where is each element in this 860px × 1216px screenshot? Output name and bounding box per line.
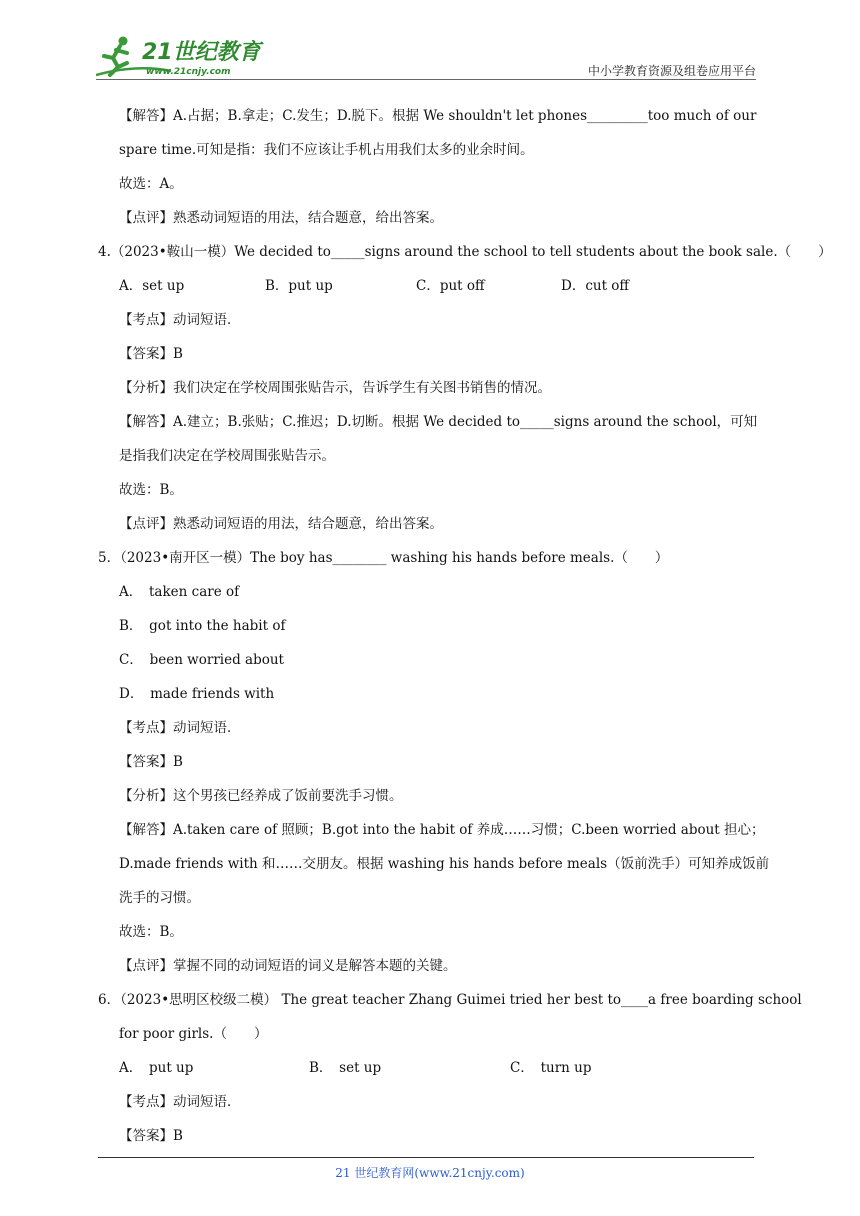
key-line: 【答案】B	[119, 754, 183, 770]
option-c: C．put off	[416, 278, 485, 294]
site-logo	[96, 34, 266, 78]
header-divider	[96, 79, 756, 80]
option-d: D．cut off	[561, 278, 630, 294]
answer-line: 洗手的习惯。	[119, 890, 200, 906]
footer-divider	[98, 1157, 754, 1158]
question-6-options	[98, 1051, 764, 1085]
analysis-line: 【分析】我们决定在学校周围张贴告示，告诉学生有关图书销售的情况。	[119, 380, 551, 396]
option-a: A． taken care of	[119, 584, 240, 600]
page-header	[96, 28, 756, 80]
option-a: A． put up	[119, 1060, 194, 1076]
topic-line: 【考点】动词短语．	[119, 312, 241, 328]
question-5: 5．（2023•南开区一模）The boy has________ washing his hands before meals.（ ）	[98, 550, 669, 566]
platform-name: 中小学教育资源及组卷应用平台	[587, 64, 756, 78]
option-d: D． made friends with	[119, 686, 275, 702]
comment-line: 【点评】熟悉动词短语的用法，结合题意，给出答案。	[119, 516, 443, 532]
answer-line: spare time.可知是指：我们不应该让手机占用我们太多的业余时间。	[119, 142, 534, 158]
option-c: C． turn up	[510, 1060, 592, 1076]
question-6-cont: for poor girls.（ ）	[119, 1026, 268, 1042]
logo-url: www.21cnjy.com	[146, 67, 231, 77]
logo-text: 21世纪教育	[142, 40, 261, 65]
key-line: 【答案】B	[119, 346, 183, 362]
answer-line: 【解答】A.建立；B.张贴；C.推迟；D.切断。根据 We decided to_____signs around the school，可知	[119, 414, 758, 430]
choice-line: 故选：B。	[119, 482, 183, 498]
key-line: 【答案】B	[119, 1128, 183, 1144]
comment-line: 【点评】掌握不同的动词短语的词义是解答本题的关键。	[119, 958, 457, 974]
topic-line: 【考点】动词短语．	[119, 720, 241, 736]
topic-line: 【考点】动词短语．	[119, 1094, 241, 1110]
analysis-line: 【分析】这个男孩已经养成了饭前要洗手习惯。	[119, 788, 403, 804]
choice-line: 故选：A。	[119, 176, 183, 192]
footer-link[interactable]: 21 世纪教育网(www.21cnjy.com)	[335, 1166, 525, 1180]
question-6: 6．（2023•思明区校级二模） The great teacher Zhang Guimei tried her best to____a free boarding school	[98, 992, 802, 1008]
answer-line: D.made friends with 和……交朋友。根据 washing his hands before meals（饭前洗手）可知养成饭前	[119, 856, 770, 872]
answer-line: 【解答】A.taken care of 照顾；B.got into the habit of 养成……习惯；C.been worried about 担心；	[119, 822, 765, 838]
question-4: 4.（2023•鞍山一模）We decided to_____signs around the school to tell students about the book sale.（ ）	[98, 244, 832, 260]
comment-line: 【点评】熟悉动词短语的用法，结合题意，给出答案。	[119, 210, 443, 226]
answer-line: 是指我们决定在学校周围张贴告示。	[119, 448, 335, 464]
question-4-options	[98, 269, 764, 303]
option-b: B． got into the habit of	[119, 618, 286, 634]
option-b: B． set up	[309, 1060, 382, 1076]
option-c: C． been worried about	[119, 652, 284, 668]
option-b: B．put up	[265, 278, 333, 294]
option-a: A．set up	[119, 278, 185, 294]
choice-line: 故选：B。	[119, 924, 183, 940]
document-content	[98, 99, 832, 1153]
answer-line: 【解答】A.占据；B.拿走；C.发生；D.脱下。根据 We shouldn't let phones_________too much of our	[119, 108, 757, 124]
